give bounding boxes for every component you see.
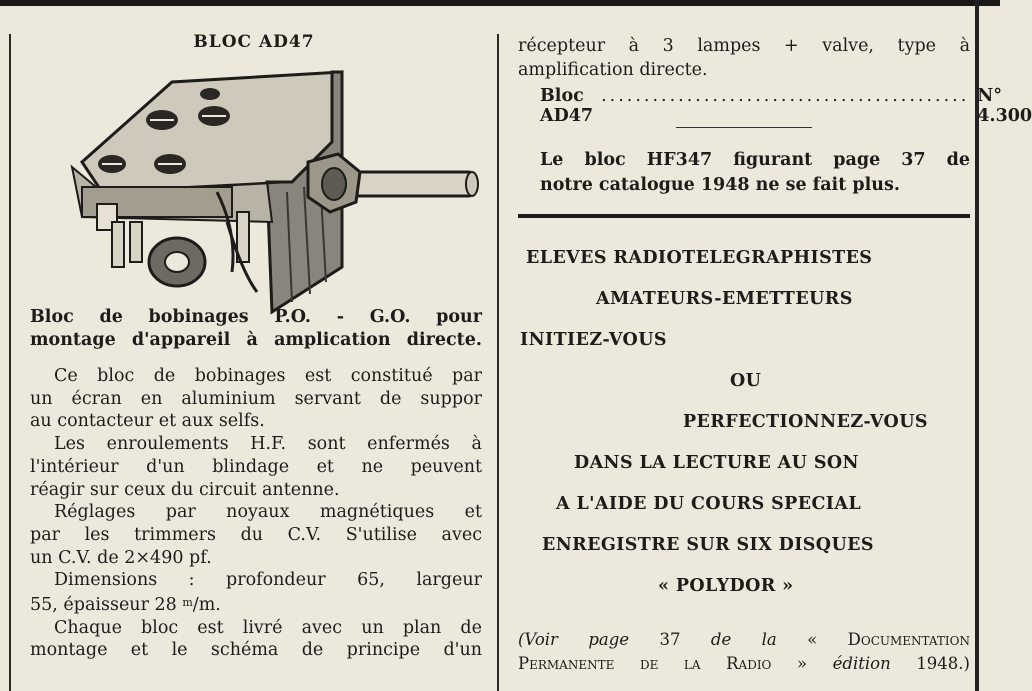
ref-text: de la (710, 630, 777, 649)
note-line: notre catalogue 1948 ne se fait plus. (540, 175, 900, 195)
product-caption (30, 306, 482, 352)
section-divider (518, 214, 970, 218)
ref-publication: « Documentation (807, 630, 970, 649)
unit-numerator: m (182, 596, 193, 610)
price-line (540, 86, 1032, 126)
dimensions-text: 55, épaisseur 28 (30, 595, 177, 616)
ad-line: OU (730, 371, 762, 391)
column-divider (497, 34, 499, 691)
ref-year: 1948.) (916, 654, 970, 673)
description-line: montage et le schéma de principe d'un (30, 640, 482, 661)
description-line: un écran en aluminium servant de suppor (30, 388, 482, 409)
ref-publication: Permanente de la Radio » (518, 654, 808, 673)
description-line: Dimensions : profondeur 65, largeur (54, 570, 482, 591)
price-leader-dots: ........................................... (601, 86, 970, 106)
description-line: 55, épaisseur 28 $^m$/m. (30, 595, 221, 616)
ad-line: INITIEZ-VOUS (520, 330, 667, 350)
ad-headline: ELEVES RADIOTELEGRAPHISTES (526, 248, 873, 268)
description-line: l'intérieur d'un blindage et ne peuvent (30, 456, 482, 477)
description-line: réagir sur ceux du circuit antenne. (30, 479, 340, 500)
reference-note (518, 628, 970, 676)
caption-line: montage d'appareil à amplication directe. (30, 330, 482, 350)
unit-denominator: m. (198, 595, 221, 616)
ad-subheadline: AMATEURS-EMETTEURS (596, 289, 853, 309)
price-label: Bloc AD47 (540, 86, 594, 126)
caption-line: Bloc de bobinages P.O. - G.O. pour (30, 307, 482, 327)
ad-brand: « POLYDOR » (658, 576, 794, 596)
price-value: N° 4.300 (977, 86, 1032, 126)
ad-line: PERFECTIONNEZ-VOUS (683, 412, 928, 432)
description-line: au contacteur et aux selfs. (30, 411, 265, 432)
note-line: Le bloc HF347 figurant page 37 de (540, 150, 970, 170)
ad-line: ENREGISTRE SUR SIX DISQUES (542, 535, 874, 555)
product-title: BLOC AD47 (193, 32, 315, 52)
ref-page: 37 (659, 630, 681, 649)
short-divider (676, 127, 812, 128)
ad-line: DANS LA LECTURE AU SON (574, 453, 859, 473)
description-line: Ce bloc de bobinages est constitué par (54, 366, 482, 386)
description-line: un C.V. de 2×490 pf. (30, 547, 212, 568)
reference-line (518, 628, 970, 652)
continued-line: amplification directe. (518, 60, 708, 80)
description-line: Réglages par noyaux magnétiques et (54, 502, 482, 523)
ref-text: édition (832, 654, 891, 673)
coil-block-illustration (42, 72, 482, 322)
reference-line (518, 652, 970, 676)
left-border (9, 34, 11, 691)
description-line: par les trimmers du C.V. S'utilise avec (30, 524, 482, 545)
product-description (30, 365, 482, 662)
ref-text: (Voir page (518, 630, 630, 649)
continued-line: récepteur à 3 lampes + valve, type à (518, 36, 970, 56)
discontinued-note (540, 148, 970, 198)
continued-text (518, 34, 970, 82)
ad-line: A L'AIDE DU COURS SPECIAL (556, 494, 862, 514)
description-line: Les enroulements H.F. sont enfermés à (54, 434, 482, 455)
switch-shaft (342, 172, 472, 196)
description-line: Chaque bloc est livré avec un plan de (54, 617, 482, 638)
top-border (0, 0, 1000, 6)
